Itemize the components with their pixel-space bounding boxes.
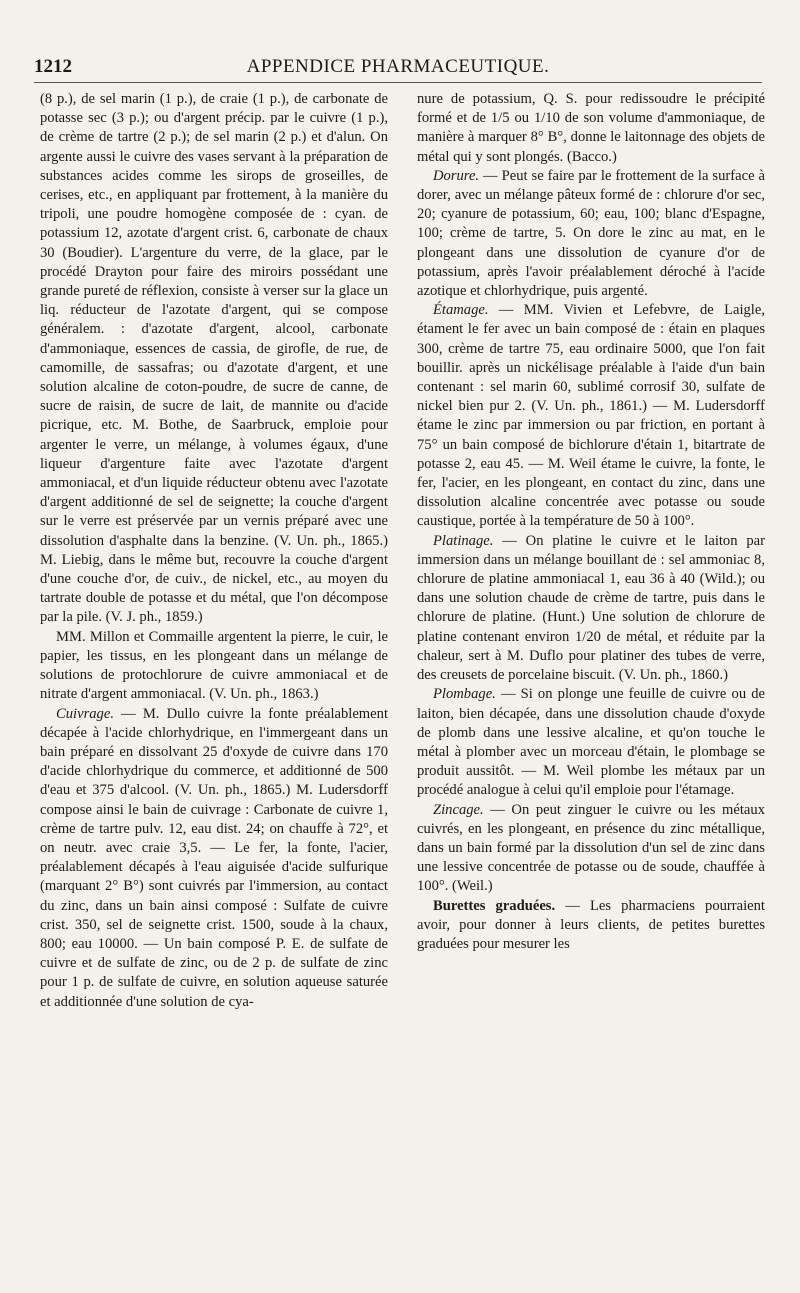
paragraph (417, 801, 765, 897)
paragraph (417, 897, 765, 955)
paragraph (417, 685, 765, 800)
section-term: Cuivrage. (56, 705, 114, 722)
paragraph (40, 90, 388, 628)
paragraph (417, 90, 765, 167)
paragraph (417, 532, 765, 686)
paragraph-text: — MM. Vivien et Lefebvre, de Laigle, étament le fer avec un bain composé de : étain en plaques 300, crème de tartre 75, eau ordinaire 5000, que l'on fait bouillir. après un nickélisage préalable à l'aide d'un bain contenant : sel marin 60, sublimé corrosif 30, sulfate de nickel bien pur 2. (V. Un. ph., 1861.) — M. Ludersdorff étame le zinc par immersion ou par friction, en portant à 75° un bain composé de bichlorure d'étain 1, bitartrate de potasse 2, eau 45. — M. Weil étame le cuivre, la fonte, le fer, l'acier, en les plongeant, en contact du zinc, dans une dissolution alcaline concentrée avec potasse ou soude caustique, portée à la température de 50 à 100°. (417, 302, 765, 530)
paragraph-text: — M. Dullo cuivre la fonte préalablement décapée à l'acide chlorhydrique, en l'immergeant dans un bain préparé en dissolvant 25 d'oxyde de cuivre dans 170 d'acide chlorhydrique du commerce, et additionné de 500 d'eau et 375 d'alcool. (V. Un. ph., 1865.) M. Ludersdorff compose ainsi le bain de cuivrage : Carbonate de cuivre 1, crème de tartre pulv. 12, eau dist. 24; on chauffe à 72°, et on neutr. avec craie 3,5. — Le fer, la fonte, l'acier, préalablement décapés à l'eau aiguisée d'acide sulfurique (marquant 2° B°) sont cuivrés par l'immersion, au contact du zinc, dans un bain ainsi composé : Sulfate de cuivre crist. 350, sel de seignette crist. 1500, soude à la chaux, 800; eau 10000. — Un bain composé P. E. de sulfate de cuivre et de sulfate de zinc, ou de 2 p. de sulfate de zinc pour 1 p. de sulfate de cuivre, en solution aqueuse saturée et additionnée d'une solution de cya- (40, 705, 388, 1010)
paragraph-text: — Si on plonge une feuille de cuivre ou de laiton, bien décapée, dans une dissolution chaude d'oxyde de plomb dans une lessive alcaline, et qu'on touche le métal à plomber avec un morceau d'étain, le plombage se produit aussitôt. — M. Weil plombe les métaux par un procédé analogue à celui qu'il emploie pour l'étamage. (417, 686, 765, 799)
paragraph-text: — On peut zinguer le cuivre ou les métaux cuivrés, en les plongeant, en présence du zinc métallique, dans un bain formé par la dissolution d'un sel de zinc dans une lessive concentrée de potasse ou de soude, chauffée à 100°. (Weil.) (417, 801, 765, 895)
right-column (417, 90, 765, 954)
header-rule (34, 82, 762, 83)
paragraph (417, 167, 765, 301)
section-term: Zincage. (433, 801, 484, 818)
section-heading: Burettes graduées. (433, 897, 556, 914)
paragraph-text: nure de potassium, Q. S. pour redissoudre le précipité formé et de 1/5 ou 1/10 de son volume d'ammoniaque, de manière à marquer 8° B°, donne le laitonnage des objets de métal qui y sont plongés. (Bacco.) (417, 91, 765, 165)
section-term: Platinage. (433, 532, 494, 549)
page-number: 1212 (34, 56, 72, 77)
left-column (40, 90, 388, 1012)
section-term: Plombage. (433, 686, 496, 703)
page-header (34, 56, 762, 82)
paragraph-text: — On platine le cuivre et le laiton par immersion dans un mélange bouillant de : sel ammoniac 8, chlorure de platine ammoniacal 1, eau 36 à 40 (Wild.); ou dans une solution chaude de crème de tartre, puis dans le chlorure de platine. (Hunt.) Une solution de chlorure de platine contenant environ 1/20 de métal, et réduite par la chaleur, sert à M. Duflo pour platiner des tubes de verre, des creusets de porcelaine biscuit. (V. Un. ph., 1860.) (417, 532, 765, 684)
paragraph (40, 705, 388, 1012)
running-title: APPENDICE PHARMACEUTIQUE. (246, 56, 550, 77)
paragraph-text: — Les pharmaciens pourraient avoir, pour donner à leurs clients, de petites burettes graduées pour mesurer les (417, 897, 765, 952)
paragraph-text: (8 p.), de sel marin (1 p.), de craie (1 p.), de carbonate de potasse sec (3 p.); ou d'argent précip. par le cuivre (1 p.), de crème de tartre (2 p.); de sel marin (2 p.) et d'alun. On argente aussi le cuivre des vases servant à la préparation de substances acides comme les sirops de groseilles, de cerises, etc., en appliquant par frottement, à la manière du tripoli, une poudre homogène composée de : cyan. de potassium 12, azotate d'argent crist. 6, carbonate de chaux 30 (Boudier). L'argenture du verre, de la glace, par le procédé Drayton pour faire des miroirs possédant une grande pureté de réflexion, consiste à verser sur la glace un liq. réducteur de l'azotate d'argent, qui se compose généralem. : d'azotate d'argent, alcool, carbonate d'ammoniaque, essences de cassia, de girofle, de rue, de camomille, de sassafras; ou d'azotate d'argent, et une solution alcaline de coton-poudre, de sucre de canne, de sucre de raisin, de sucre de lait, de mannite ou d'acide picrique, etc. M. Bothe, de Saarbruck, emploie pour argenter le verre, un mélange, à volumes égaux, d'une liqueur d'argenture faite avec l'azotate d'argent ammoniacal, et d'un liquide réducteur obtenu avec l'azotate d'argent additionné de sel de seignette; la couche d'argent sur le verre est préservée par un vernis préparé avec une dissolution d'asphalte dans la benzine. (V. Un. ph., 1865.) M. Liebig, dans le même but, recouvre la couche d'argent d'une couche d'or, de cuiv., de nickel, etc., au moyen du tartrate double de potasse et du métal, que l'on décompose par la pile. (V. J. ph., 1859.) (40, 91, 388, 626)
paragraph-text: — Peut se faire par le frottement de la surface à dorer, avec un mélange pâteux formé de : chlorure d'or sec, 20; cyanure de potassium, 60; eau, 100; blanc d'Espagne, 100; crème de tartre, 5. On dore le zinc au mat, en le plongeant dans une dissolution de cyanure d'or de potassium, après l'avoir préalablement déroché à l'acide azotique et chlorhydrique, puis argenté. (417, 167, 765, 300)
paragraph-text: MM. Millon et Commaille argentent la pierre, le cuir, le papier, les tissus, en les plongeant dans un mélange de solutions de protochlorure de cuivre ammoniacal et de nitrate d'argent ammoniacal. (V. Un. ph., 1863.) (40, 628, 388, 703)
paragraph (40, 628, 388, 705)
paragraph (417, 301, 765, 531)
section-term: Étamage. (433, 302, 489, 319)
section-term: Dorure. (433, 167, 480, 184)
